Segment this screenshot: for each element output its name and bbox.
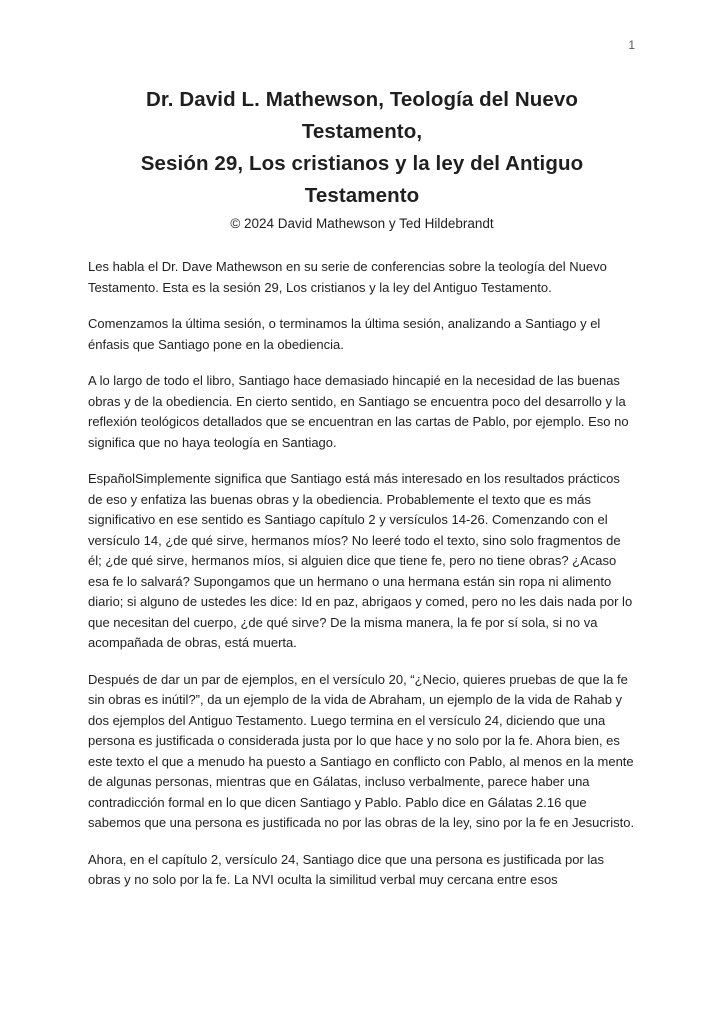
paragraph-james-2-14-26: EspañolSimplemente significa que Santiago está más interesado en los resultados prácticos de eso y enfatiza las buenas obras y la obediencia. Probablemente el texto que es más significativo en ese sentido es Santiago capítulo 2 y versículos 14-26. Comenzando con el versículo 14, ¿de qué sirve, hermanos míos? No leeré todo el texto, sino solo fragmentos de él; ¿de qué sirve, hermanos míos, si alguien dice que tiene fe, pero no tiene obras? ¿Acaso esa fe lo salvará? Supongamos que un hermano o una hermana están sin ropa ni alimento diario; si alguno de ustedes les dice: Id en paz, abrigaos y comed, pero no les dais nada por lo que necesitan del cuerpo, ¿de qué sirve? De la misma manera, la fe por sí sola, si no va acompañada de obras, está muerta. [88, 471, 633, 650]
title-line-3: Sesión 29, Los cristianos y la ley del Antiguo [140, 152, 584, 175]
document-title [0, 84, 724, 212]
paragraph-intro: Les habla el Dr. Dave Mathewson en su serie de conferencias sobre la teología del Nuevo Testamento. Esta es la sesión 29, Los cristianos y la ley del Antiguo Testamento. [88, 259, 607, 295]
title-line-1: Dr. David L. Mathewson, Teología del Nuevo [145, 88, 579, 111]
title-line-2: Testamento, [301, 120, 423, 143]
page-number: 1 [628, 38, 635, 52]
paragraph-session-recap: Comenzamos la última sesión, o terminamos la última sesión, analizando a Santiago y el énfasis que Santiago pone en la obediencia. [88, 316, 601, 352]
paragraph-james-2-24: Ahora, en el capítulo 2, versículo 24, Santiago dice que una persona es justificada por las obras y no solo por la fe. La NVI oculta la similitud verbal muy cercana entre esos [88, 851, 604, 887]
copyright-line: © 2024 David Mathewson y Ted Hildebrandt [230, 216, 494, 231]
document-header [0, 0, 724, 234]
document-body [88, 257, 636, 891]
paragraph-james-emphasis: A lo largo de todo el libro, Santiago hace demasiado hincapié en la necesidad de las buenas obras y de la obediencia. En cierto sentido, en Santiago se encuentra poco del desarrollo y la reflexión teológicos detallados que se encuentran en las cartas de Pablo, por ejemplo. Eso no significa que no haya teología en Santiago. [88, 373, 629, 450]
paragraph-james-vs-paul: Después de dar un par de ejemplos, en el versículo 20, “¿Necio, quieres pruebas de que la fe sin obras es inútil?”, da un ejemplo de la vida de Abraham, un ejemplo de la vida de Rahab y dos ejemplos del Antiguo Testamento. Luego termina en el versículo 24, diciendo que una persona es justificada o considerada justa por lo que hace y no solo por la fe. Ahora bien, es este texto el que a menudo ha puesto a Santiago en conflicto con Pablo, al menos en la mente de algunas personas, mientras que en Gálatas, incluso verbalmente, parece haber una contradicción formal en lo que dicen Santiago y Pablo. Pablo dice en Gálatas 2.16 que sabemos que una persona es justificada no por las obras de la ley, sino por la fe en Jesucristo. [88, 671, 635, 830]
title-line-4: Testamento [304, 184, 420, 207]
